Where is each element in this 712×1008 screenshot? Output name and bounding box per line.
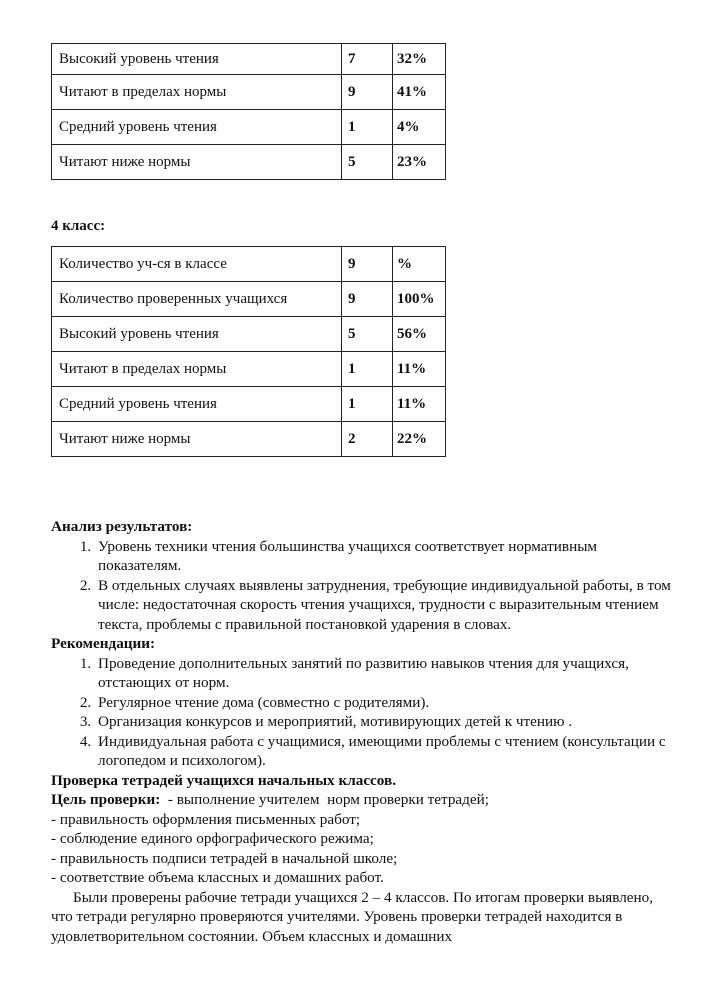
row-count: 1 <box>342 110 393 145</box>
bullet-line: - правильность оформления письменных работ; <box>51 810 361 828</box>
table-row <box>52 110 446 145</box>
analysis-list <box>51 537 671 635</box>
table-row <box>52 352 446 387</box>
row-label: Высокий уровень чтения <box>52 317 342 352</box>
row-count: 5 <box>342 145 393 180</box>
row-percent: 41% <box>393 75 446 110</box>
goal-line <box>51 790 671 810</box>
list-item: 4. Индивидуальная работа с учащимися, имеющими проблемы с чтением (консультации с логопедом и психологом). <box>95 732 671 771</box>
table-row <box>52 247 446 282</box>
table-row <box>52 422 446 457</box>
table-row <box>52 317 446 352</box>
row-count: 7 <box>342 44 393 75</box>
analysis-heading: Анализ результатов: <box>51 518 193 535</box>
row-label: Количество проверенных учащихся <box>52 282 342 317</box>
list-item: 2. Регулярное чтение дома (совместно с родителями). <box>95 693 671 713</box>
recommendations-heading: Рекомендации: <box>51 635 156 652</box>
row-percent: 11% <box>393 352 446 387</box>
row-label: Средний уровень чтения <box>52 387 342 422</box>
row-count: 9 <box>342 282 393 317</box>
notebooks-heading: Проверка тетрадей учащихся начальных классов. <box>51 771 397 789</box>
row-count: 5 <box>342 317 393 352</box>
list-item: 3. Организация конкурсов и мероприятий, мотивирующих детей к чтению . <box>95 712 671 732</box>
notebooks-paragraph: Были проверены рабочие тетради учащихся 2 – 4 классов. По итогам проверки выявлено, что тетради регулярно проверяются учителями. Уровень проверки тетрадей находится в удовлетворительном состоянии. Объем классных и домашних <box>51 888 654 945</box>
reading-results-table-class-4 <box>51 246 446 457</box>
row-label: Читают в пределах нормы <box>52 352 342 387</box>
row-percent: 11% <box>393 387 446 422</box>
bullet-line: - правильность подписи тетрадей в начальной школе; <box>51 849 398 867</box>
row-label: Высокий уровень чтения <box>52 44 342 75</box>
bullet-line: - соответствие объема классных и домашних работ. <box>51 869 384 886</box>
row-count: 1 <box>342 387 393 422</box>
table-row <box>52 282 446 317</box>
reading-results-table-1 <box>51 43 446 180</box>
row-count: 9 <box>342 247 393 282</box>
row-label: Читают ниже нормы <box>52 422 342 457</box>
bullet-line: - соблюдение единого орфографического режима; <box>51 830 374 847</box>
row-label: Читают ниже нормы <box>52 145 342 180</box>
row-count: 9 <box>342 75 393 110</box>
row-count: 2 <box>342 422 393 457</box>
row-label: Читают в пределах нормы <box>52 75 342 110</box>
row-percent: 32% <box>393 44 446 75</box>
row-percent: % <box>393 247 446 282</box>
row-percent: 100% <box>393 282 446 317</box>
table-row <box>52 75 446 110</box>
goal-text: - выполнение учителем норм проверки тетрадей; <box>160 791 489 808</box>
class-4-heading: 4 класс: <box>51 218 106 234</box>
list-item: 1. Проведение дополнительных занятий по развитию навыков чтения для учащихся, отстающих от норм. <box>95 654 671 693</box>
table-row <box>52 44 446 75</box>
row-percent: 23% <box>393 145 446 180</box>
row-label: Средний уровень чтения <box>52 110 342 145</box>
row-percent: 56% <box>393 317 446 352</box>
table-row <box>52 387 446 422</box>
row-label: Количество уч-ся в классе <box>52 247 342 282</box>
row-percent: 22% <box>393 422 446 457</box>
row-count: 1 <box>342 352 393 387</box>
analysis-section <box>51 517 671 946</box>
table-row <box>52 145 446 180</box>
goal-label: Цель проверки: <box>51 791 161 808</box>
list-item: 2. В отдельных случаях выявлены затруднения, требующие индивидуальной работы, в том числе: недостаточная скорость чтения учащихся, трудности с выразительным чтением текста, проблемы с правильной постановкой ударения в словах. <box>95 576 671 635</box>
recommendations-list <box>51 654 671 771</box>
list-item: 1. Уровень техники чтения большинства учащихся соответствует нормативным показателям. <box>95 537 671 576</box>
row-percent: 4% <box>393 110 446 145</box>
